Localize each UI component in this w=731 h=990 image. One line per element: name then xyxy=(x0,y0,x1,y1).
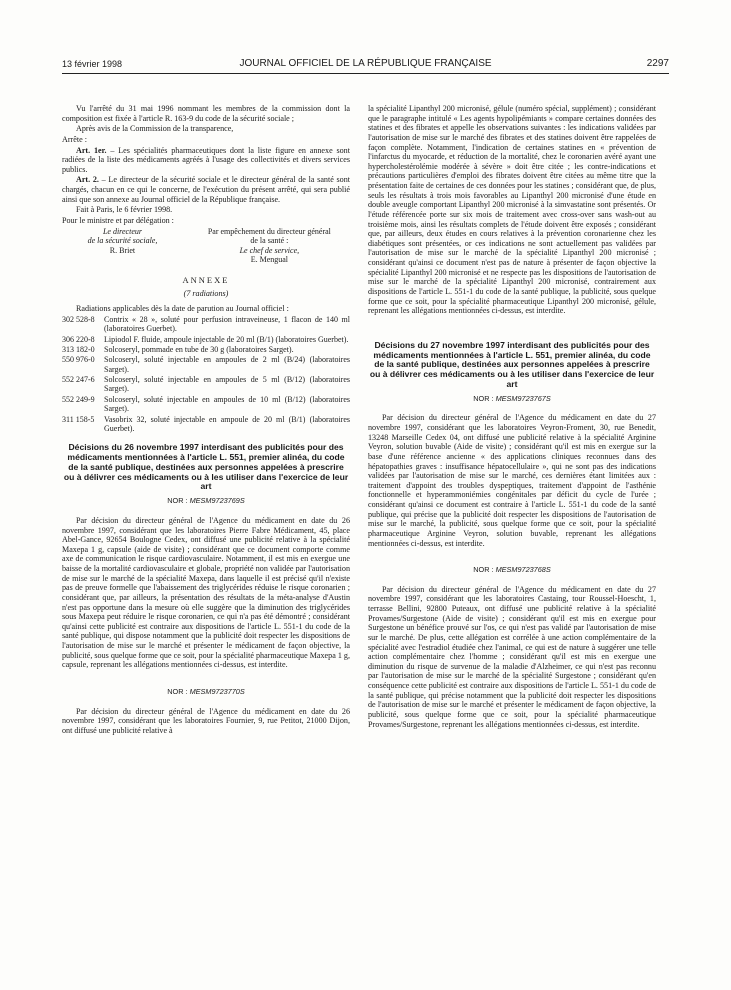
apres-paragraph: Après avis de la Commission de la transparence, xyxy=(76,124,234,134)
medication-description: Lipiodol F. fluide, ampoule injectable de 20 ml (B/1) (laboratoires Guerbet). xyxy=(104,334,349,344)
pour-ministre: Pour le ministre et par délégation : xyxy=(62,215,174,225)
medication-description: Solcoseryl, soluté injectable en ampoules de 5 ml (B/12) (laboratoires Sarget). xyxy=(104,375,350,394)
medication-item xyxy=(62,355,350,374)
decision-title-26-nov: Décisions du 26 novembre 1997 interdisant des publicités pour des médicaments mentionnées à l'article L. 551, premier alinéa, du code de la santé publique, destinées aux personnes appelées à prescrire ou à délivrer ces médicaments ou à les utiliser dans l'exercice de leur art xyxy=(63,442,349,492)
signature-right xyxy=(189,227,350,265)
annexe-heading: ANNEXE xyxy=(182,274,230,285)
sig-right-line-2: de la santé : xyxy=(250,236,289,246)
radiations-intro: Radiations applicables dès la date de parution au Journal officiel : xyxy=(76,304,289,314)
medication-item xyxy=(62,345,350,354)
medication-item xyxy=(62,335,350,344)
nor-label: NOR : xyxy=(167,496,190,506)
page-number: 2297 xyxy=(646,58,669,69)
sig-right-line-3: Le chef de service, xyxy=(239,245,300,255)
nor-code: MESM9723770S xyxy=(189,686,245,696)
medication-code: 302 528-8 xyxy=(62,314,95,324)
nor-label: NOR : xyxy=(473,393,496,403)
nor-reference xyxy=(368,395,656,404)
nor-code: MESM9723769S xyxy=(189,496,245,506)
medication-description: Solcoseryl, soluté injectable en ampoules de 2 ml (B/24) (laboratoires Sarget). xyxy=(104,355,350,374)
sig-left-line-1: Le directeur xyxy=(102,226,142,236)
sig-right-line-1: Par empêchement du directeur général xyxy=(207,226,331,236)
medication-code: 552 249-9 xyxy=(62,394,95,404)
article-2 xyxy=(62,175,350,204)
medication-description: Solcoseryl, pommade en tube de 30 g (laboratoires Sarget). xyxy=(104,345,294,354)
continued-paragraph: la spécialité Lipanthyl 200 micronisé, gélule (numéro spécial, supplément) ; considérant que le paragraphe intitulé « Les agents hypolipémiants » compare certaines données des statines et des fibrates et appelle les observations suivantes : les indications validées par l'autorisation de mise sur le marché des fibrates et des statines doivent être rappelées de façon complète. Notamment, l'indication de certaines statines en « prévention de l'infarctus du myocarde, et réduction de la mortalité, chez le coronarien avéré ayant une hypercholestérolémie modérée à sévère » doit être citée ; les contre-indications et précautions particulières d'emploi des fibrates doivent être citées au même titre que la présentation faite de certaines de ces données pour les statines ; considérant que, de plus, seuls les résultats à trois mois favorables au Lipanthyl 200 micronisé d'une étude en double aveugle comportant Lipanthyl 200 micronisé à la simvastatine sont présentés. Or l'étude référencée porte sur six mois de traitement avec cross-over sans wash-out au troisième mois, ainsi les résultats complets de l'étude doivent être exposés ; considérant que, par ailleurs, deux études en cours relatives à la prévention coronarienne chez les diabétiques sont présentées, or ces indications ne sont actuellement pas validées par l'autorisation de mise sur le marché de la spécialité Lipanthyl 200 micronisé ; considérant qu'ainsi ce document n'est pas de nature à présenter de façon objective la spécialité Lipanthyl 200 micronisé et ne respecte pas les dispositions de l'autorisation de mise sur le marché de la spécialité Lipanthyl 200 micronisé, contrairement aux dispositions de l'article L. 551-1 du code de la santé publique, la publicité, sous quelque forme que ce soit, pour la spécialité pharmaceutique Lipanthyl 200 micronisé, gélule, reprenant les allégations mentionnées ci-dessus, est interdite. xyxy=(368,104,656,316)
fait-a-paris: Fait à Paris, le 6 février 1998. xyxy=(76,205,173,215)
article-2-text: – Le directeur de la sécurité sociale et le directeur général de la santé sont chargés, chacun en ce qui le concerne, de l'exécution du présent arrêté, qui sera publié ainsi que son annexe au Journal officiel de la République française. xyxy=(62,175,351,204)
header-date: 13 février 1998 xyxy=(62,59,123,69)
medication-item xyxy=(62,415,350,434)
decision-paragraph: Par décision du directeur général de l'Agence du médicament en date du 26 novembre 1997, considérant que les laboratoires Pierre Fabre Médicament, 45, place Abel-Gance, 92654 Boulogne Cedex, ont diffusé une publicité relative à la spécialité Maxepa 1 g, capsule (aide de visite) ; considérant que ce document comporte comme axe de communication le risque cardiovasculaire. Notamment, il est mis en exergue une baisse de la mortalité cardiovasculaire et globale, propriété non validée par l'autorisation de mise sur le marché de la spécialité Maxepa, dans laquelle il est précisé qu'il n'existe pas de preuve formelle que l'abaissement des triglycérides réduise le risque coronarien ; considérant que, par ailleurs, la présentation des résultats de la méta-analyse d'Austin n'est pas opportune dans la mesure où elle suggère que la diminution des triglycérides sous Maxepa peut réduire le risque coronarien, ce qui n'a pas été démontré ; considérant qu'ainsi cette publicité est contraire aux dispositions de l'article L. 551-1 du code de la santé publique, qui dispose notamment que la publicité doit respecter les dispositions de l'autorisation de mise sur le marché et présenter le médicament de façon objective, la publicité, sous quelque forme que ce soit, pour la spécialité pharmaceutique Maxepa 1 g, capsule, reprenant les allégations mentionnées ci-dessus, est interdite. xyxy=(62,515,350,670)
decision-paragraph: Par décision du directeur général de l'Agence du médicament en date du 27 novembre 1997, considérant que les laboratoires Veyron-Froment, 30, rue Benedit, 13248 Marseille Cedex 04, ont diffusé une publicité relative à la spécialité Arginine Veyron, solution buvable (Aide de visite) ; considérant qu'il est mis en exergue sur la base d'une référence ancienne « des applications cliniques reconnues dans des hépatopathies graves : insuffisance hépatocellulaire », qui ne sont pas des indications validées par l'autorisation de mise sur le marché, ces dernières étant limitées aux : traitement d'appoint des troubles dyspeptiques, traitement d'appoint de l'asthénie fonctionnelle et hyperammoniémies congénitales par déficit du cycle de l'urée ; considérant qu'ainsi ce document est contraire à l'article L. 551-1 du code de la santé publique, qui précise que la publicité doit respecter les dispositions de l'autorisation de mise sur le marché, la publicité, sous quelque forme que ce soit, pour la spécialité pharmaceutique Arginine Veyron, solution buvable, reprenant les allégations mentionnées ci-dessus, est interdite. xyxy=(368,413,656,548)
vu-paragraph: Vu l'arrêté du 31 mai 1996 nommant les membres de la commission dont la composition est fixée à l'article R. 163-9 du code de la sécurité sociale ; xyxy=(62,104,350,123)
article-1 xyxy=(62,146,350,175)
article-1-label: Art. 1er. xyxy=(76,145,107,155)
right-column xyxy=(368,104,656,730)
nor-code: MESM9723768S xyxy=(495,565,551,575)
nor-reference xyxy=(62,497,350,506)
article-2-label: Art. 2. xyxy=(76,175,99,185)
page-header xyxy=(62,57,669,74)
medication-description: Vasobrix 32, soluté injectable en ampoule de 20 ml (B/1) (laboratoires Guerbet). xyxy=(104,414,350,433)
medication-code: 552 247-6 xyxy=(62,375,95,385)
medication-list xyxy=(62,315,350,433)
decision-paragraph: Par décision du directeur général de l'Agence du médicament en date du 26 novembre 1997, considérant que les laboratoires Fournier, 9, rue Petitot, 21000 Dijon, ont diffusé une publicité relative à xyxy=(62,706,350,735)
sig-left-name: R. Briet xyxy=(109,245,136,255)
radiations-count: (7 radiations) xyxy=(183,288,229,298)
medication-code: 306 220-8 xyxy=(62,334,95,344)
medication-code: 550 976-0 xyxy=(62,355,95,365)
sig-left-line-2: de la sécurité sociale, xyxy=(87,236,158,246)
medication-description: Contrix « 28 », soluté pour perfusion intraveineuse, 1 flacon de 140 ml (laboratoires Guerbet). xyxy=(104,314,350,334)
medication-item xyxy=(62,315,350,334)
journal-title: JOURNAL OFFICIEL DE LA RÉPUBLIQUE FRANÇAISE xyxy=(239,58,492,69)
signature-left xyxy=(62,227,183,265)
arrete-heading: Arrête : xyxy=(62,134,87,144)
signature-block xyxy=(62,227,350,265)
medication-description: Solcoseryl, soluté injectable en ampoules de 10 ml (B/12) (laboratoires Sarget). xyxy=(104,394,350,414)
nor-label: NOR : xyxy=(473,565,496,575)
nor-reference xyxy=(62,688,350,697)
nor-label: NOR : xyxy=(167,686,190,696)
left-column xyxy=(62,104,350,736)
decision-title-27-nov: Décisions du 27 novembre 1997 interdisant des publicités pour des médicaments mentionnées à l'article L. 551, premier alinéa, du code de la santé publique, destinées aux personnes appelées à prescrire ou à délivrer ces médicaments ou à les utiliser dans l'exercice de leur art xyxy=(369,339,655,389)
nor-reference xyxy=(368,566,656,575)
medication-item xyxy=(62,395,350,414)
medication-code: 313 182-0 xyxy=(62,345,95,354)
nor-code: MESM9723767S xyxy=(495,393,551,403)
medication-item xyxy=(62,375,350,394)
medication-code: 311 158-5 xyxy=(62,414,95,424)
article-1-text: – Les spécialités pharmaceutiques dont la liste figure en annexe sont radiées de la liste des médicaments agréés à l'usage des collectivités et divers services publics. xyxy=(62,145,350,174)
sig-right-name: E. Mengual xyxy=(250,255,289,265)
decision-paragraph: Par décision du directeur général de l'Agence du médicament en date du 27 novembre 1997, considérant que les laboratoires Castaing, tour Roussel-Hoescht, 1, terrasse Bellini, 92800 Puteaux, ont diffusé une publicité relative à la spécialité Provames/Surgestone (Aide de visite) ; considérant qu'il est mis en exergue pour Surgestone un bénéfice prouvé sur l'os, ce qui n'est pas validé par l'autorisation de mise sur le marché. De plus, cette allégation est corrélée à une action complémentaire de la spécialité avec l'estradiol étudiée chez l'animal, ce qui est de nature à suggérer une telle action complémentaire chez l'homme ; considérant qu'il est mis en exergue une diminution du risque de survenue de la maladie d'Alzheimer, ce qui n'est pas reconnu par l'autorisation de mise sur le marché de la spécialité Surgestone ; considérant qu'en conséquence cette publicité est contraire aux dispositions de l'article L. 551-1 du code de la santé publique, qui précise notamment que la publicité doit respecter les dispositions de l'autorisation de mise sur le marché et présenter le médicament de façon objective, la publicité, sous quelque forme que ce soit, pour la spécialité pharmaceutique Provames/Surgestone, reprenant les allégations mentionnées ci-dessus, est interdite. xyxy=(368,584,656,729)
